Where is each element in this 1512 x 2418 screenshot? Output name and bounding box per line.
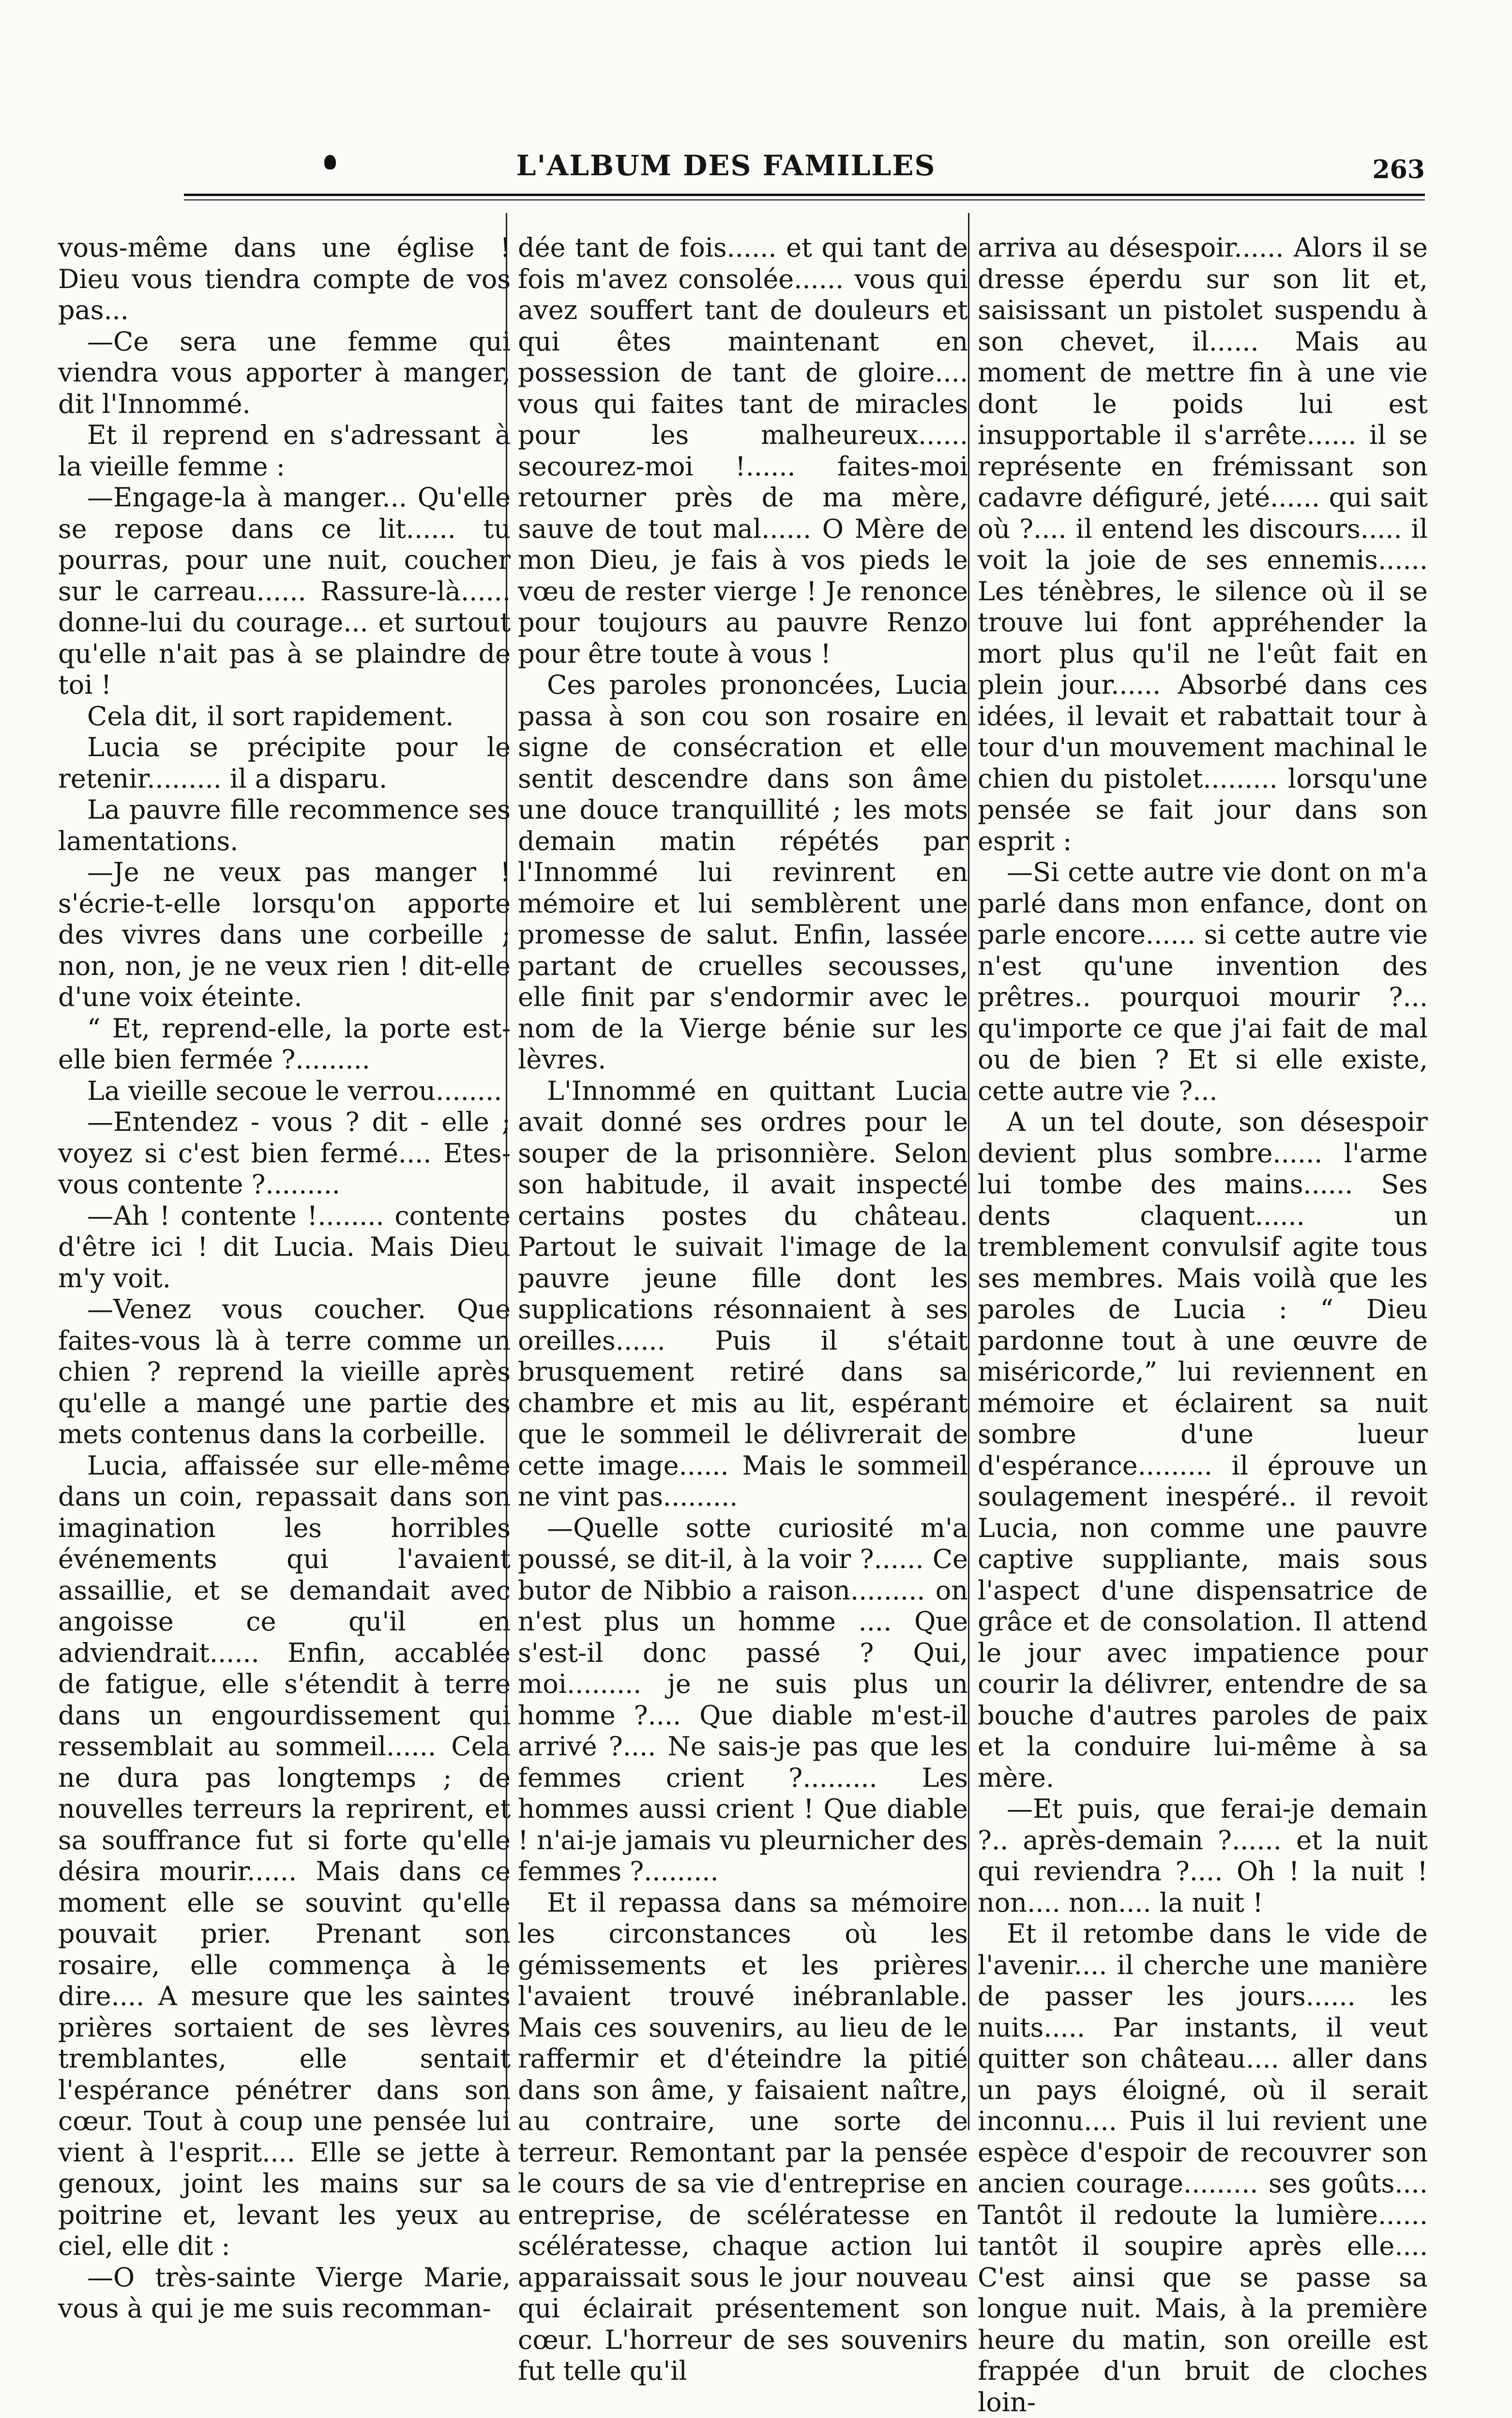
paragraph: A un tel doute, son désespoir devient plus sombre...... l'arme lui tombe des mains...... Ses dents claquent...... un tremblement convulsif agite tous ses membres. Mais voilà que les paroles de Lucia : “ Dieu pardonne tout à une œuvre de miséricorde,” lui reviennent en mémoire et éclairent sa nuit sombre d'une lueur d'espérance......... il éprouve un soulagement inespéré.. il revoit Lucia, non comme une pauvre captive suppliante, mais sous l'aspect d'une dispensatrice de grâce et de consolation. Il attend le jour avec impatience pour courir la délivrer, entendre de sa bouche d'autres paroles de paix et la conduire lui-même à sa mère. [978,1107,1428,1793]
paragraph: dée tant de fois...... et qui tant de fois m'avez consolée...... vous qui avez souffert tant de douleurs et qui êtes maintenant en possession de tant de gloire.... vous qui faites tant de miracles pour les malheureux...... secourez-moi !...... faites-moi retourner près de ma mère, sauve de tout mal...... O Mère de mon Dieu, je fais à vos pieds le vœu de rester vierge ! Je renonce pour toujours au pauvre Renzo pour être toute à vous ! [518,232,968,669]
paragraph: —Engage-la à manger... Qu'elle se repose dans ce lit...... tu pourras, pour une nuit, coucher sur le carreau...... Rassure-là...... donne-lui du courage... et surtout qu'elle n'ait pas à se plaindre de toi ! [58,482,511,700]
header-rule-thin [184,199,1425,200]
paragraph: —O très-sainte Vierge Marie, vous à qui je me suis recomman- [58,2262,511,2324]
paragraph: La pauvre fille recommence ses lamentations. [58,794,511,856]
page-title: L'ALBUM DES FAMILLES [516,149,936,182]
paragraph: —Venez vous coucher. Que faites-vous là à terre comme un chien ? reprend la vieille après qu'elle a mangé une partie des mets contenus dans la corbeille. [58,1294,511,1449]
paragraph: Et il reprend en s'adressant à la vieille femme : [58,420,511,482]
paragraph: arriva au désespoir...... Alors il se dresse éperdu sur son lit et, saisissant un pistolet suspendu à son chevet, il...... Mais au moment de mettre fin à une vie dont le poids lui est insupportable il s'arrête...... il se représente en frémissant son cadavre défiguré, jeté...... qui sait où ?.... il entend les discours..... il voit la joie de ses ennemis...... Les ténèbres, le silence où il se trouve lui font appréhender la mort plus qu'il ne l'eût fait en plein jour...... Absorbé dans ces idées, il levait et rabattait tour à tour d'un mouvement machinal le chien du pistolet......... lorsqu'une pensée se fait jour dans son esprit : [978,232,1428,856]
paragraph: —Et puis, que ferai-je demain ?.. après-demain ?...... et la nuit qui reviendra ?.... Oh ! la nuit ! non.... non.... la nuit ! [978,1794,1428,1918]
paragraph: —Ce sera une femme qui viendra vous apporter à manger, dit l'Innommé. [58,326,511,419]
paragraph: vous-même dans une église ! Dieu vous tiendra compte de vos pas... [58,232,511,325]
column-divider [968,213,969,2130]
page-header [0,140,1512,194]
paragraph: —Je ne veux pas manger ! s'écrie-t-elle lorsqu'on apporte des vivres dans une corbeille ; non, non, je ne veux rien ! dit-elle d'une voix éteinte. [58,857,511,1012]
paragraph: Lucia se précipite pour le retenir......... il a disparu. [58,732,511,794]
paragraph: —Quelle sotte curiosité m'a poussé, se dit-il, à la voir ?...... Ce butor de Nibbio a raison......... on n'est plus un homme .... Que s'est-il donc passé ? Qui, moi......... je ne suis plus un homme ?.... Que diable m'est-il arrivé ?.... Ne sais-je pas que les femmes crient ?......... Les hommes aussi crient ! Que diable ! n'ai-je jamais vu pleurnicher des femmes ?......... [518,1512,968,1886]
paragraph: Cela dit, il sort rapidement. [87,700,454,731]
paragraph: L'Innommé en quittant Lucia avait donné ses ordres pour le souper de la prisonnière. Selon son habitude, il avait inspecté certains postes du château. Partout le suivait l'image de la pauvre jeune fille dont les supplications résonnaient à ses oreilles...... Puis il s'était brusquement retiré dans sa chambre et mis au lit, espérant que le sommeil le délivrerait de cette image...... Mais le sommeil ne vint pas......... [518,1075,968,1512]
paragraph: —Entendez - vous ? dit - elle ; voyez si c'est bien fermé.... Etes-vous contente ?......... [58,1107,511,1200]
paragraph: Et il retombe dans le vide de l'avenir.... il cherche une manière de passer les jours...... les nuits..... Par instants, il veut quitter son château.... aller dans un pays éloigné, où il serait inconnu.... Puis il lui revient une espèce d'espoir de recouvrer son ancien courage......... ses goûts.... Tantôt il redoute la lumière...... tantôt il soupire après elle.... C'est ainsi que se passe sa longue nuit. Mais, à la première heure du matin, son oreille est frappée d'un bruit de cloches loin- [978,1918,1428,2418]
ornament-icon [324,155,336,169]
paragraph: Ces paroles prononcées, Lucia passa à son cou son rosaire en signe de consécration et elle sentit descendre dans son âme une douce tranquillité ; les mots demain matin répétés par l'Innommé lui revinrent en mémoire et lui semblèrent une promesse de salut. Enfin, lassée partant de cruelles secousses, elle finit par s'endormir avec le nom de la Vierge bénie sur les lèvres. [518,669,968,1075]
header-rule [184,194,1425,196]
text-column-3 [978,232,1428,2418]
paragraph: “ Et, reprend-elle, la porte est-elle bien fermée ?......... [58,1013,511,1075]
paragraph: Lucia, affaissée sur elle-même dans un coin, repassait dans son imagination les horribles événements qui l'avaient assaillie, et se demandait avec angoisse ce qu'il en adviendrait...... Enfin, accablée de fatigue, elle s'étendit à terre dans un engourdissement qui ressemblait au sommeil...... Cela ne dura pas longtemps ; de nouvelles terreurs la reprirent, et sa souffrance fut si forte qu'elle désira mourir...... Mais dans ce moment elle se souvint qu'elle pouvait prier. Prenant son rosaire, elle commença à le dire.... A mesure que les saintes prières sortaient de ses lèvres tremblantes, elle sentait l'espérance pénétrer dans son cœur. Tout à coup une pensée lui vient à l'esprit.... Elle se jette à genoux, joint les mains sur sa poitrine et, levant les yeux au ciel, elle dit : [58,1450,511,2261]
text-column-1 [58,232,511,2324]
paragraph: —Si cette autre vie dont on m'a parlé dans mon enfance, dont on parle encore...... si cette autre vie n'est qu'une invention des prêtres.. pourquoi mourir ?... qu'importe ce que j'ai fait de mal ou de bien ? Et si elle existe, cette autre vie ?... [978,857,1428,1106]
text-column-2 [518,232,968,2386]
paragraph: Et il repassa dans sa mémoire les circonstances où les gémissements et les prières l'avaient trouvé inébranlable. Mais ces souvenirs, au lieu de le raffermir et d'éteindre la pitié dans son âme, y faisaient naître, au contraire, une sorte de terreur. Remontant par la pensée le cours de sa vie d'entreprise en entreprise, de scélératesse en scélératesse, chaque action lui apparaissait sous le jour nouveau qui éclairait présentement son cœur. L'horreur de ses souvenirs fut telle qu'il [518,1887,968,2386]
paragraph: —Ah ! contente !........ contente d'être ici ! dit Lucia. Mais Dieu m'y voit. [58,1200,511,1293]
page-number: 263 [1372,155,1425,184]
paragraph: La vieille secoue le verrou........ [87,1075,502,1106]
